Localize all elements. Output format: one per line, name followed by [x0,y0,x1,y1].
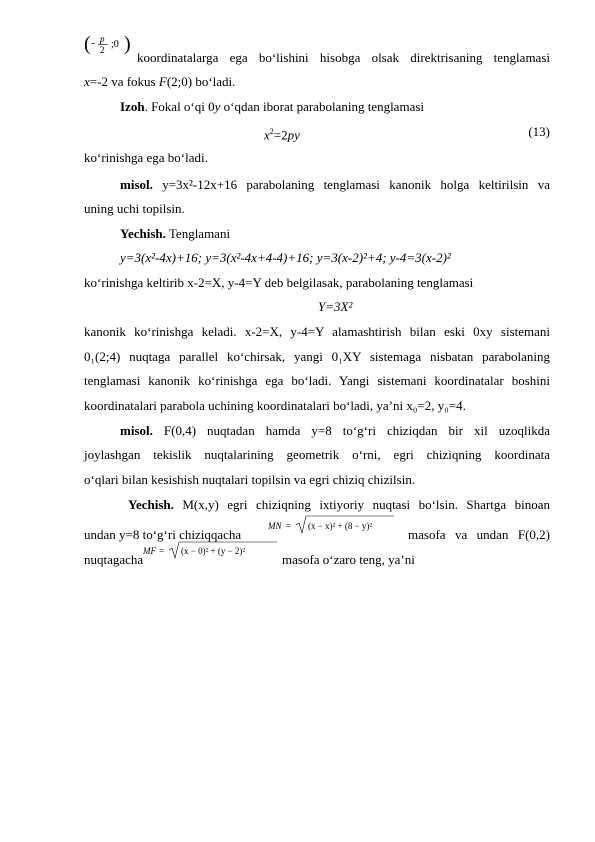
text-line-solution-1: Yechish. Tenglamani [120,226,231,241]
svg-text:(x − 0)² + (y − 2)²: (x − 0)² + (y − 2)² [181,546,246,556]
text-line-2: x=-2 va fokus F(2;0) bo‘ladi. [84,74,236,89]
svg-text:(x − x)² + (8 − y)²: (x − x)² + (8 − y)² [308,521,373,531]
text-line-20b: masofa va undan F(0,2) [408,527,550,542]
equation-number: (13) [528,124,550,139]
text-line-21a: nuqtagacha [84,552,144,567]
text-line-13: 0₁(2;4) nuqtaga parallel ko‘chirsak, yangi 0₁XY sistemaga nisbatan parabolaning [84,349,550,364]
text-line-21b: masofa o‘zaro teng, ya’ni [282,552,415,567]
text-line-example-1: misol. y=3x²-12x+16 parabolaning tenglamasi kanonik holga keltirilsin va [120,177,550,192]
text-line-solution-2: Yechish. M(x,y) egri chiziqning ixtiyoriy nuqtasi bo‘lsin. Shartga binoan [128,497,550,512]
text-line-15: koordinatalari parabola uchining koordinatalari bo‘ladi, ya’ni x₀=2, y₀=4. [84,398,466,413]
mf-distance-formula [143,540,281,564]
directrix-point-formula [84,31,132,59]
equation-13: $x^2=2py$ [264,127,300,143]
svg-text:=: = [286,521,292,531]
text-line-example-2: misol. F(0,4) nuqtadan hamda y=8 to‘g‘ri chiziqdan bir xil uzoqlikda [120,423,550,438]
svg-text:=: = [159,546,165,556]
svg-text:MN: MN [268,521,282,531]
svg-text:): ) [124,33,131,55]
svg-text:-: - [91,37,95,49]
svg-text:;0: ;0 [111,39,119,50]
svg-text:2: 2 [100,45,105,55]
text-line-12: kanonik ko‘rinishga keladi. x-2=X, y-4=Y alamashtirish bilan eski 0xy sistemani [84,324,550,339]
canonical-equation: Y=3X² [318,299,353,314]
text-line-transform: y=3(x²-4x)+16; y=3(x²-4x+4-4)+16; y=3(x-2)²+4; y-4=3(x-2)² [120,250,451,265]
svg-text:(: ( [84,33,91,55]
text-line-20a: undan y=8 to‘g‘ri chiziqqacha [84,527,242,542]
text-line-1: koordinatalarga ega bo‘lishini hisobga olsak direktrisaning tenglamasi [137,50,550,65]
svg-text:MF: MF [143,546,156,556]
text-line-7: uning uchi topilsin. [84,201,185,216]
svg-text:p: p [100,34,105,44]
text-line-14: tenglamasi kanonik ko‘rinishga ega bo‘ladi. Yangi sistemani koordinatalar boshini [84,373,550,388]
text-line-5: ko‘rinishga ega bo‘ladi. [84,150,208,165]
text-line-18: o‘qlari bilan kesishish nuqtalari topilsin va egri chiziq chizilsin. [84,472,416,487]
text-line-10: ko‘rinishga keltirib x-2=X, y-4=Y deb belgilasak, parabolaning tenglamasi [84,275,474,290]
text-line-17: joylashgan tekislik nuqtalarining geometrik o‘rni, egri chiziqning koordinata [84,447,550,462]
mn-distance-formula [268,512,398,538]
text-line-note: Izoh. Fokal o‘qi 0y o‘qdan iborat parabolaning tenglamasi [120,99,425,114]
